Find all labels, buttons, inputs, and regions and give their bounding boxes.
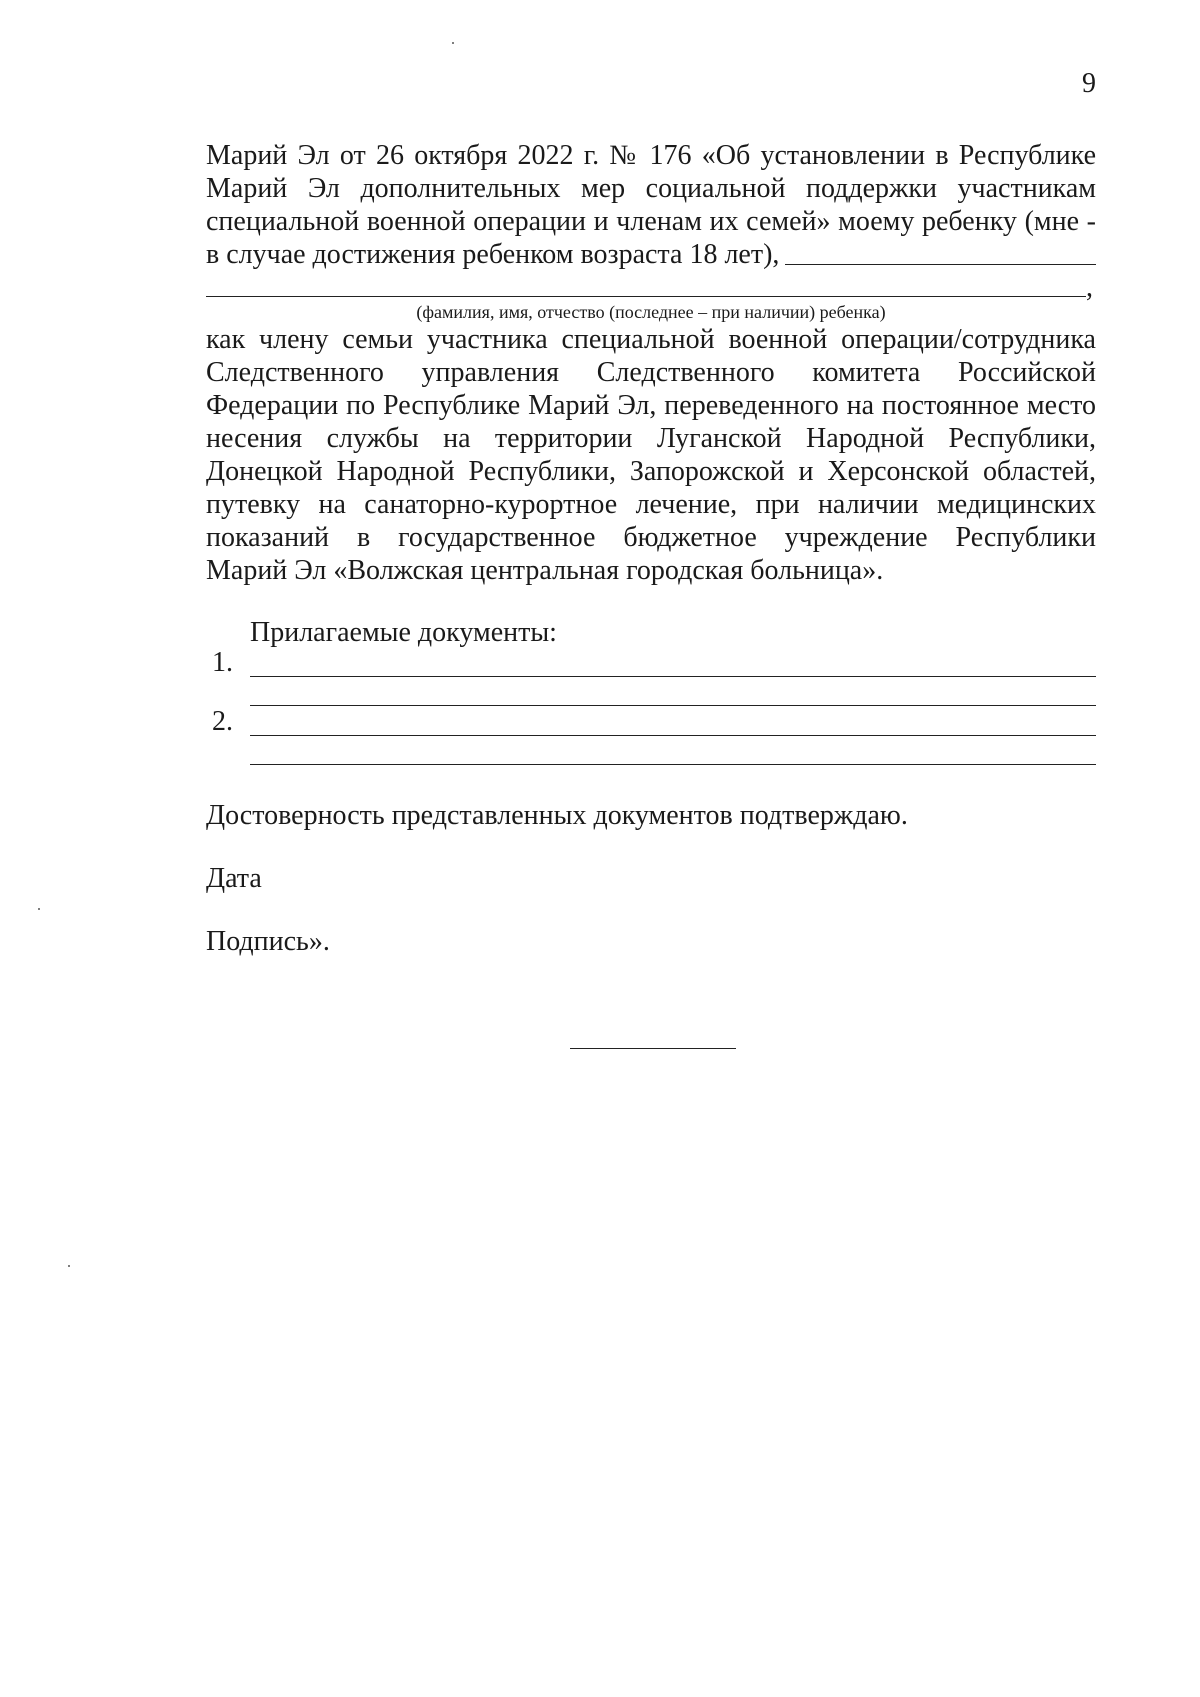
attachment-number-1: 1.	[212, 647, 233, 678]
attachment-1-line-2[interactable]	[250, 705, 1096, 706]
body-line-1: как члену семьи участника специальной военной операции/сотрудника	[206, 324, 1096, 355]
name-field-caption: (фамилия, имя, отчество (последнее – при наличии) ребенка)	[416, 302, 886, 322]
name-fill-line-2[interactable]	[206, 296, 1086, 297]
attachment-2-line-1[interactable]	[250, 735, 1096, 736]
name-field-comma: ,	[1086, 272, 1093, 303]
signature-label: Подпись».	[206, 926, 330, 957]
attachment-1-line-1[interactable]	[250, 676, 1096, 677]
page-number: 9	[1082, 68, 1096, 99]
body-line-7: показаний в государственное бюджетное учреждение Республики	[206, 522, 1096, 553]
date-label: Дата	[206, 863, 262, 894]
body-line-2: Следственного управления Следственного комитета Российской	[206, 357, 1096, 388]
body-line-3: Федерации по Республике Марий Эл, переведенного на постоянное место	[206, 390, 1096, 421]
body-line-4: несения службы на территории Луганской Народной Республики,	[206, 423, 1096, 454]
attachment-number-2: 2.	[212, 706, 233, 737]
intro-line-4: в случае достижения ребенком возраста 18 лет),	[206, 239, 780, 270]
attachment-2-line-2[interactable]	[250, 764, 1096, 765]
scan-speck	[68, 1265, 70, 1267]
body-line-5: Донецкой Народной Республики, Запорожской и Херсонской областей,	[206, 456, 1096, 487]
closing-separator	[570, 1048, 736, 1049]
intro-line-2: Марий Эл дополнительных мер социальной поддержки участникам	[206, 173, 1096, 204]
intro-line-3: специальной военной операции и членам их семей» моему ребенку (мне -	[206, 206, 1096, 237]
intro-line-1: Марий Эл от 26 октября 2022 г. № 176 «Об установлении в Республике	[206, 140, 1096, 171]
body-line-6: путевку на санаторно-курортное лечение, при наличии медицинских	[206, 489, 1096, 520]
body-line-8: Марий Эл «Волжская центральная городская больница».	[206, 555, 884, 586]
confirmation-text: Достоверность представленных документов подтверждаю.	[206, 800, 908, 831]
attachments-heading: Прилагаемые документы:	[250, 617, 557, 648]
name-fill-line-1[interactable]	[785, 264, 1096, 265]
scan-speck	[38, 908, 40, 910]
scan-speck	[452, 42, 454, 44]
